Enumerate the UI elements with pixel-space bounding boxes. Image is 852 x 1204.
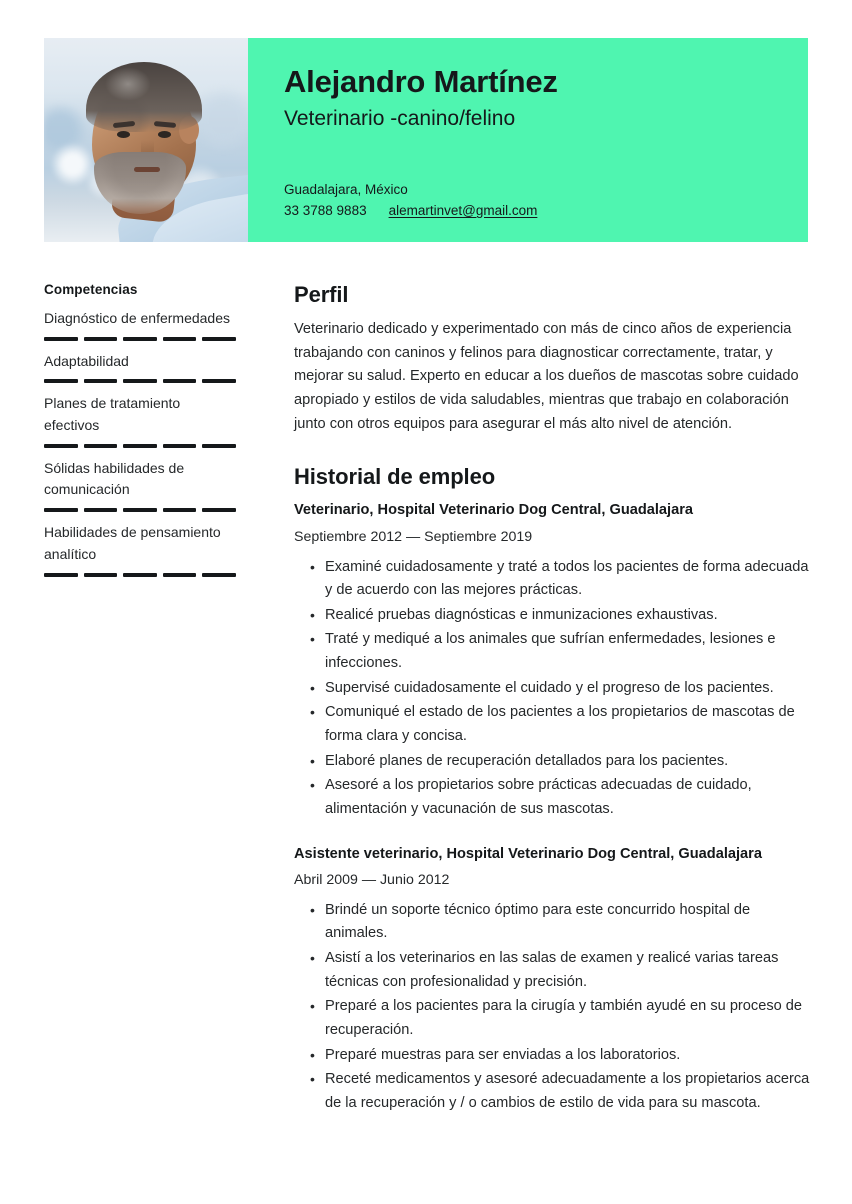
section-title-employment: Historial de empleo	[294, 464, 496, 490]
rating-segment	[202, 508, 236, 512]
skills-list	[44, 308, 236, 577]
job-dates: Septiembre 2012 — Septiembre 2019	[294, 528, 533, 545]
skill-label: Habilidades de pensamiento analítico	[44, 524, 221, 562]
photo-mouth	[134, 167, 160, 172]
job-bullet: • Preparé a los pacientes para la cirugía y también ayudé en su proceso de recuperación.	[325, 995, 810, 1042]
job-bullet: • Supervisé cuidadosamente el cuidado y el progreso de los pacientes.	[325, 677, 810, 701]
candidate-name: Alejandro Martínez	[284, 64, 558, 99]
skill-rating	[44, 337, 236, 341]
profile-paragraph: Veterinario dedicado y experimentado con más de cinco años de experiencia trabajando con caninos y felinos para diagnosticar correctamente, tratar, y mejorar su salud. Experto en educar a los dueños de mascotas sobre cuidado apropiado y estilos de vida saludables, mientras que trabajo en colaboración junto con otros equipos para asegurar el más alto nivel de atención.	[294, 321, 799, 432]
rating-segment	[163, 379, 197, 383]
candidate-job-title: Veterinario -canino/felino	[284, 106, 516, 130]
job-bullet: • Asesoré a los propietarios sobre prácticas adecuadas de cuidado, alimentación y vacunación de sus mascotas.	[325, 774, 810, 821]
rating-segment	[163, 337, 197, 341]
section-title-profile: Perfil	[294, 282, 349, 307]
main-content	[294, 282, 810, 1117]
skill-label: Sólidas habilidades de comunicación	[44, 459, 185, 498]
skill-rating	[44, 379, 236, 383]
rating-segment	[123, 508, 157, 512]
job-dates: Abril 2009 — Junio 2012	[294, 871, 450, 888]
header-accent-band	[248, 38, 808, 242]
rating-segment	[84, 508, 118, 512]
rating-segment	[84, 337, 118, 341]
skill-item	[44, 522, 236, 576]
skill-item	[44, 351, 236, 384]
employment-list	[294, 500, 810, 1115]
job-bullet: • Comuniqué el estado de los pacientes a los propietarios de mascotas de forma clara y concisa.	[325, 701, 810, 748]
job-bullet: • Brindé un soporte técnico óptimo para este concurrido hospital de animales.	[325, 899, 810, 946]
job-bullet-list	[294, 899, 810, 1116]
rating-segment	[202, 573, 236, 577]
rating-segment	[202, 444, 236, 448]
rating-segment	[44, 508, 78, 512]
job-bullet: • Examiné cuidadosamente y traté a todos los pacientes de forma adecuada y de acuerdo con las mejores prácticas.	[325, 556, 810, 603]
skill-item	[44, 458, 236, 512]
skill-label: Adaptabilidad	[44, 352, 129, 369]
rating-segment	[123, 379, 157, 383]
job-bullet: • Traté y mediqué a los animales que sufrían enfermedades, lesiones e infecciones.	[325, 628, 810, 675]
contact-email-link[interactable]: alemartinvet@gmail.com	[388, 203, 538, 219]
rating-segment	[163, 573, 197, 577]
job-bullet: • Receté medicamentos y asesoré adecuadamente a los propietarios acerca de la recuperación y / o cambios de estilo de vida para su mascota.	[325, 1068, 810, 1115]
job-entry	[294, 844, 810, 1116]
rating-segment	[84, 379, 118, 383]
rating-segment	[163, 444, 197, 448]
skill-rating	[44, 573, 236, 577]
photo-eye-right	[158, 131, 171, 138]
rating-segment	[163, 508, 197, 512]
rating-segment	[202, 337, 236, 341]
skill-rating	[44, 444, 236, 448]
contact-block	[284, 180, 537, 222]
skill-item	[44, 393, 236, 447]
rating-segment	[123, 337, 157, 341]
sidebar-competencies	[44, 282, 236, 587]
contact-phone: 33 3788 9883	[284, 203, 367, 219]
sidebar-title: Competencias	[44, 282, 138, 297]
job-bullet-list	[294, 556, 810, 822]
resume-header	[44, 38, 808, 242]
rating-segment	[44, 337, 78, 341]
contact-location: Guadalajara, México	[284, 182, 408, 198]
job-heading: Asistente veterinario, Hospital Veterinario Dog Central, Guadalajara	[294, 845, 762, 862]
job-heading: Veterinario, Hospital Veterinario Dog Central, Guadalajara	[294, 502, 694, 519]
skill-label: Diagnóstico de enfermedades	[44, 310, 231, 326]
rating-segment	[84, 444, 118, 448]
rating-segment	[202, 379, 236, 383]
rating-segment	[123, 444, 157, 448]
rating-segment	[84, 573, 118, 577]
rating-segment	[44, 379, 78, 383]
rating-segment	[123, 573, 157, 577]
skill-item	[44, 308, 236, 341]
skill-label: Planes de tratamiento efectivos	[44, 395, 181, 434]
photo-hair-highlight	[105, 67, 151, 101]
job-bullet: • Preparé muestras para ser enviadas a los laboratorios.	[325, 1044, 810, 1068]
job-bullet: • Realicé pruebas diagnósticas e inmunizaciones exhaustivas.	[325, 604, 810, 628]
contact-row	[284, 201, 537, 222]
job-bullet: • Elaboré planes de recuperación detallados para los pacientes.	[325, 750, 810, 774]
job-entry	[294, 500, 810, 821]
job-bullet: • Asistí a los veterinarios en las salas de examen y realicé varias tareas técnicas con profesionalidad y precisión.	[325, 947, 810, 994]
skill-rating	[44, 508, 236, 512]
rating-segment	[44, 444, 78, 448]
profile-photo	[44, 38, 248, 242]
rating-segment	[44, 573, 78, 577]
